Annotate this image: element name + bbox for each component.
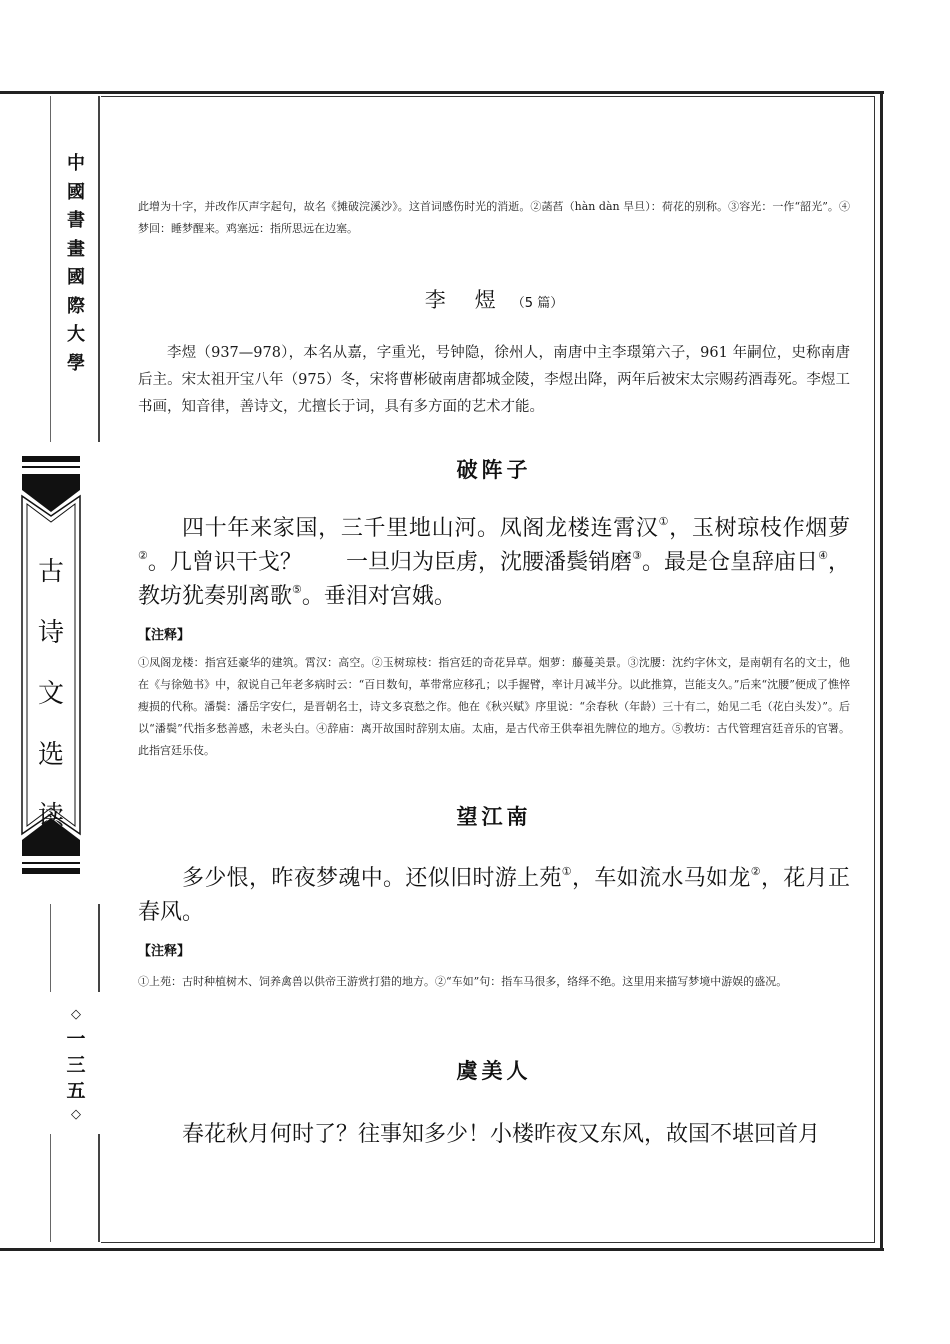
- book-title-char: 古: [37, 557, 64, 587]
- content-border-right: [874, 96, 875, 1242]
- author-name: 李 煜: [424, 288, 500, 312]
- page-frame-top: [0, 91, 884, 94]
- page-number-char: 三: [66, 1054, 86, 1076]
- page-number-char: 一: [66, 1028, 86, 1050]
- poem-notes: ①凤阁龙楼：指宫廷豪华的建筑。霄汉：高空。②玉树琼枝：指宫廷的奇花异草。烟萝：藤蔓美景。③沈腰：沈约字休文，是南朝有名的文士，他在《与徐勉书》中，叙说自己年老多病时云：“百日数旬，革带常应移孔；以手握臂，率计月减半分。以此推算，岂能支久。”后来“沈腰”便成了憔悴瘦损的代称。潘鬓：潘岳字安仁，是晋朝名士，诗文多哀愁之作。他在《秋兴赋》序里说：“余春秋（年龄）三十有二，始见二毛（花白头发）”。后以“潘鬓”代指多愁善感，未老头白。④辞庙：离开故国时辞别太庙。太庙，是古代帝王供奉祖先牌位的地方。⑤教坊：古代管理宫廷音乐的官署。此指宫廷乐伎。: [138, 656, 850, 757]
- book-title-char: 诗: [37, 618, 64, 648]
- poem-text: [138, 512, 850, 614]
- poem-title: 破阵子: [456, 458, 532, 482]
- university-char: 際: [67, 295, 85, 317]
- poem-segment: ，玉树琼枝作烟萝: [669, 516, 850, 541]
- author-work-count: （5 篇）: [511, 296, 564, 311]
- footnote-mark: ③: [632, 549, 642, 562]
- university-char: 國: [67, 181, 85, 203]
- poem-segment: ，花月正春风。: [138, 866, 850, 925]
- poem-title: 望江南: [456, 805, 532, 829]
- poem-segment: 。垂泪对宫娥。: [301, 584, 456, 609]
- author-intro: 李煜（937—978），本名从嘉，字重光，号钟隐，徐州人，南唐中主李璟第六子，961 年嗣位，史称南唐后主。宋太祖开宝八年（975）冬，宋将曹彬破南唐都城金陵，李煜出降，两年后被宋太宗赐药酒毒死。李煜工书画，知音律，善诗文，尤擅长于词，具有多方面的艺术才能。: [138, 345, 850, 415]
- page-number: [64, 1004, 88, 1126]
- author-heading: [138, 284, 850, 314]
- poem-segment: 。最是仓皇辞庙日: [641, 550, 819, 575]
- poem-text: [138, 862, 850, 930]
- sidebar-rule-left-mid: [50, 904, 51, 992]
- top-note: 此增为十字，并改作仄声字起句，故名《摊破浣溪沙》。这首词感伤时光的消逝。②菡萏（hàn dàn 旱旦）：荷花的别称。③容光：一作“韶光”。④梦回：睡梦醒来。鸡塞远：指所思远在边塞。: [138, 200, 850, 235]
- content-border-top: [101, 96, 875, 97]
- poem-segment: ，教坊犹奏别离歌: [138, 550, 850, 609]
- poem-text: 春花秋月何时了？往事知多少！小楼昨夜又东风，故国不堪回首月: [182, 1122, 821, 1147]
- poem-segment: 四十年来家国，三千里地山河。凤阁龙楼连霄汉: [182, 516, 659, 541]
- poem-segment: 。几曾识干戈？ 一旦归为臣虏，沈腰潘鬓销磨: [147, 550, 633, 575]
- page-frame-bottom: [0, 1248, 884, 1251]
- diamond-icon: ◇: [71, 1107, 81, 1122]
- footnote-mark: ②: [750, 865, 761, 878]
- university-name: [63, 150, 89, 378]
- sidebar-rule-right-bottom: [98, 1134, 100, 1242]
- book-title-box: [18, 456, 84, 874]
- book-title-char: 读: [37, 801, 64, 831]
- notes-label: 【注释】: [138, 628, 191, 643]
- university-char: 書: [67, 210, 85, 231]
- book-title-char: 选: [37, 740, 64, 770]
- poem-title: 虞美人: [456, 1059, 532, 1083]
- sidebar-rule-right-top: [98, 96, 100, 442]
- footnote-mark: ①: [561, 865, 572, 878]
- sidebar-rule-left-bottom: [50, 1134, 51, 1242]
- sidebar-rule-left-top: [50, 96, 51, 442]
- university-char: 畫: [67, 238, 85, 260]
- book-title: [30, 542, 72, 847]
- sidebar-rule-right-mid: [98, 904, 100, 992]
- footnote-mark: ④: [818, 549, 828, 562]
- page-number-char: 五: [66, 1080, 86, 1102]
- page-frame-right: [880, 91, 883, 1251]
- university-char: 中: [67, 153, 85, 174]
- poem-notes: ①上苑：古时种植树木、饲养禽兽以供帝王游赏打猎的地方。②“车如”句：指车马很多，络绎不绝。这里用来描写梦境中游娱的盛况。: [138, 975, 788, 988]
- university-char: 國: [67, 267, 85, 288]
- content-border-bottom: [101, 1242, 875, 1243]
- book-title-char: 文: [37, 679, 64, 709]
- university-char: 大: [67, 324, 85, 345]
- poem-segment: ，车如流水马如龙: [572, 866, 751, 891]
- diamond-icon: ◇: [71, 1007, 81, 1022]
- footnote-mark: ②: [138, 549, 148, 562]
- footnote-mark: ①: [658, 515, 670, 528]
- footnote-mark: ⑤: [292, 583, 302, 596]
- notes-label: 【注释】: [138, 944, 191, 959]
- university-char: 學: [67, 352, 85, 374]
- poem-segment: 多少恨，昨夜梦魂中。还似旧时游上苑: [182, 866, 562, 891]
